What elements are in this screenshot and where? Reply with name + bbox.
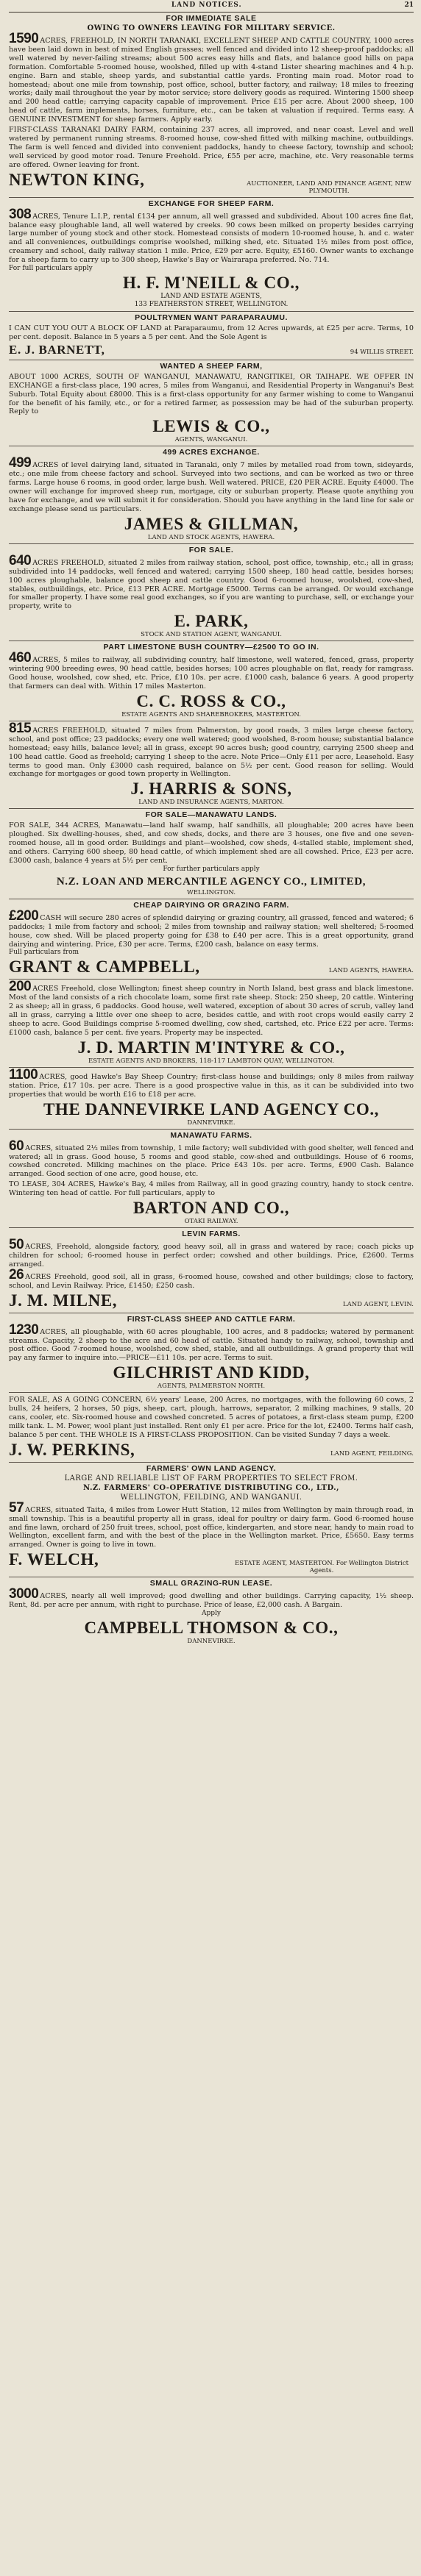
section-title: LAND NOTICES. (171, 1, 242, 9)
ad-body-2: TO LEASE, 304 ACRES, Hawke's Bay, 4 miles from Railway, all in good grazing country, handy to stock centre. Wintering ten head of cattle. For full particulars, apply to (9, 1180, 414, 1198)
ad-levin-farms (9, 1228, 414, 1313)
ad-text: ACRES, FREEHOLD, IN NORTH TARANAKI, EXCELLENT SHEEP AND CATTLE COUNTRY, 1000 acres have been laid down in best of mixed English grasses; well fenced and divided into 12 sheep-proof paddocks; all well watered by never-failing streams; about 500 acres easy hills and flats, and balance good hills on papa formation. Comfortable 5-roomed house, woolshed, filled up with 4-stand Lister shearing machines and 4 h.p. engine. Barn and stable, sheep yards, and substantial cattle yards. Fronting main road. Motor road to homestead; about one mile from township, post office, school, butter factory, and railway; 18 miles to freezing works; daily mail throughout the year by motor service; store delivery goods as required. Wintering 1500 sheep and 200 head cattle; carrying capacity capable of improvement. Price £15 per acre. About 2000 sheep, 100 head of cattle, farm implements, horses, furniture, etc., can be taken at valuation if required. Terms easy. A GENUINE INVESTMENT for sheep farmers. Apply early. (9, 37, 414, 124)
ad-kicker: FIRST-CLASS SHEEP AND CATTLE FARM. (127, 1314, 296, 1324)
ad-lead-number: 815 (9, 720, 32, 736)
ad-lead-number: 1230 (9, 1321, 39, 1338)
advertiser-name: J. HARRIS & SONS, (130, 779, 292, 799)
ad-text: ACRES, 5 miles to railway, all subdividing country, half limestone, well watered, fenced, grass, property wintering 900 breeding ewes, 90 head cattle, besides horses; 100 acres ploughable on flat, ready for ramgrass. Good house, woolshed, cow shed, etc. Price, £10 10s. per acre. £1000 cash, balance 6 years. A good property that farmers can deal with. Within 17 miles Masterton. (9, 656, 414, 691)
advertiser-role: AGENTS, PALMERSTON NORTH. (157, 1382, 266, 1391)
advertiser-role: STOCK AND STATION AGENT, WANGANUI. (141, 631, 282, 639)
advertiser-role: LAND AND INSURANCE AGENTS, MARTON. (138, 799, 284, 807)
ad-kicker: LEVIN FARMS. (182, 1230, 241, 1239)
advertiser-address-2: 133 FEATHERSTON STREET, WELLINGTON. (134, 301, 289, 309)
ad-body (9, 720, 414, 779)
ad-manawatu-farms (9, 1130, 414, 1228)
ad-text: ACRES, all ploughable, with 60 acres ploughable, 100 acres, and 8 paddocks; watered by permanent streams. Capacity, 2 sheep to the acre and 60 head of cattle. Situated handy to railway, school, township and post office. Good 7-roomed house, woolshed, cow shed, stable, and all outbuildings. A grand property that will pay any farmer to inquire into.—PRICE—£11 10s. per acre. Terms to suit. (9, 1327, 414, 1363)
ad-body (9, 907, 414, 949)
ad-note: For further particulars apply (163, 865, 260, 873)
advertiser-name: E. J. BARNETT, (9, 342, 105, 357)
advertiser-role: LAND AGENT, LEVIN. (342, 1300, 414, 1308)
ad-poultrymen (9, 312, 414, 360)
ad-lead-number-2: 26 (9, 1266, 24, 1282)
ad-kicker: MANAWATU FARMS. (170, 1130, 252, 1140)
advertiser-name: THE DANNEVIRKE LAND AGENCY CO., (43, 1099, 380, 1118)
ad-text: ACRES, Freehold, alongside factory, good heavy soil, all in grass and watered by race; coach picks up children for school; 6-roomed house in perfect order; cowshed and other buildings. Price, £2600. Terms arranged. (9, 1243, 414, 1269)
ad-body (9, 206, 414, 265)
ad-kicker: FOR SALE. (188, 545, 234, 554)
ad-cheap-dairying (9, 899, 414, 980)
advertiser-name: F. WELCH, (9, 1550, 99, 1569)
ad-body (9, 31, 414, 124)
advertiser-row (9, 342, 414, 357)
ad-body (9, 1586, 414, 1610)
advertiser-role: DANNEVIRKE. (187, 1638, 236, 1646)
ad-kicker: WANTED A SHEEP FARM, (160, 361, 263, 371)
advertiser-name: JAMES & GILLMAN, (124, 514, 299, 533)
advertiser-name: H. F. M'NEILL & CO., (123, 274, 300, 293)
advertiser-name: LEWIS & CO., (152, 417, 270, 436)
ad-lead-number: 3000 (9, 1586, 39, 1602)
ad-subheading-2: N.Z. FARMERS' CO-OPERATIVE DISTRIBUTING CO., LTD., (83, 1483, 339, 1492)
ad-body-2 (9, 1266, 414, 1291)
ad-text: ACRES, situated 2½ miles from township, 1 mile factory; well subdivided with good shelter, well fenced and watered; all in grass. Good house, 5 rooms and good stable, cow-shed and outbuildings. House of 6 rooms, cowshed concreted. Milking machines on the place. Price £43 10s. per acre. Terms, £900 Cash. Balance arranged. Good section of one acre, good house, etc. (9, 1143, 414, 1179)
ad-text: ABOUT 1000 ACRES, SOUTH OF WANGANUI, MANAWATU, RANGITIKEI, OR TAIHAPE. WE OFFER IN EXCHANGE a first-class place, 190 acres, 5 miles from Wanganui, and Residential Property in Wanganui's Best Suburb. Total Equity about £8000. This is a first-class opportunity for any farmer wishing to come to Wanganui for the benefit of his family, etc., or for a retired farmer, as possession may be had of the suburban property. Reply to (9, 372, 414, 416)
ad-text: CASH will secure 280 acres of splendid dairying or grazing country, all grassed, fenced and watered; 6 paddocks; 1 mile from factory and school; 2 miles from township and railway station; well sheltered; 5-roomed house, cow shed. Will be placed property going for £38 to £40 per acre. This is a great opportunity, grand dairying and wintering. Price, £30 per acre. Terms, £200 cash, balance on easy terms. (9, 913, 414, 949)
ad-body (9, 552, 414, 611)
advertiser-role: ESTATE AGENTS AND BROKERS, 118-117 LAMBTON QUAY, WELLINGTON. (88, 1057, 334, 1065)
ad-text: FOR SALE, 344 ACRES, Manawatu—land half swamp, half sandhills, all ploughable; 200 acres have been ploughed. Six dwelling-houses, shed, and cow sheds, docks, and there are 3 houses, one five and one seven-roomed house, all in good order. Buildings and plant—woolshed, cow sheds, 4-stalled stable, implement shed, and others. Carrying 600 sheep, 80 head cattle, of which implement shed are all cowshed. Price, £23 per acre. £3000 cash, balance 4 years at 5½ per cent. (9, 821, 414, 865)
ad-text: ACRES, nearly all well improved; good dwelling and other buildings. Carrying capacity, 1½ sheep. Rent, 8d. per acre per annum, with right to purchase. Price of lease, £2,000 cash. A Bargain. (9, 1592, 414, 1610)
ad-kicker: FOR SALE—MANAWATU LANDS. (145, 810, 277, 820)
ad-lead-number: 640 (9, 552, 32, 568)
ad-lead-number: 308 (9, 206, 32, 222)
ad-kicker: CHEAP DAIRYING OR GRAZING FARM. (133, 900, 289, 910)
page-header (9, 1, 414, 10)
ad-exchange-sheep-farm (9, 198, 414, 312)
ad-lead-number: 60 (9, 1138, 24, 1154)
ad-body (9, 1237, 414, 1269)
ad-note: Full particulars from (9, 949, 79, 957)
ad-subheading-3: WELLINGTON, FEILDING, AND WANGANUI. (120, 1493, 303, 1502)
advertiser-role: OTAKI RAILWAY. (184, 1218, 238, 1226)
ad-grazing-run-lease (9, 1577, 414, 1647)
advertiser-row (9, 1549, 414, 1574)
ad-lead-number: £200 (9, 907, 39, 924)
ad-limestone-bush (9, 641, 414, 721)
advertiser-name: GRANT & CAMPBELL, (9, 957, 200, 977)
ad-kicker: PART LIMESTONE BUSH COUNTRY—£2500 TO GO IN. (103, 643, 319, 652)
advertiser-name: NEWTON KING, (9, 170, 145, 189)
ad-text: ACRES, good Hawke's Bay Sheep Country; first-class house and buildings; only 8 miles from railway station. Price, £17 10s. per acre. There is a good prospective value in this, as it can be subdivided into two properties that would be worth £16 to £18 per acre. (9, 1072, 414, 1099)
ad-body (9, 1138, 414, 1180)
ad-going-concern (9, 1393, 414, 1463)
ad-wanted-sheep-farm (9, 360, 414, 447)
advertiser-row (9, 1291, 414, 1310)
ad-subheading: OWING TO OWNERS LEAVING FOR MILITARY SERVICE. (87, 24, 336, 32)
ad-body (9, 455, 414, 513)
advertiser-name: J. M. MILNE, (9, 1291, 118, 1310)
ad-kicker: FARMERS' OWN LAND AGENCY. (146, 1463, 277, 1473)
ad-sheep-cattle-farm (9, 1313, 414, 1394)
ad-manawatu-lands (9, 809, 414, 899)
ad-text: ACRES, Tenure L.I.P., rental £134 per annum, all well grassed and subdivided. About 100 acres fine flat, balance easy ploughable land, all well watered by creeks. 90 cows been milked on property besides carrying large number of young stock and other stock. Homestead consists of modern 10-roomed house, h. and c. water and all conveniences, outbuildings comprise woolshed, milking shed, etc. Situated 1½ miles from post office, creamery and school, daily railway station 1 mile. Price, £29 per acre. Equity, £5160. Owner wants to exchange for a sheep farm to carry up to 300 sheep, Hawke's Bay or Wairarapa preferred. No. 714. (9, 212, 414, 265)
ad-kicker: 499 ACRES EXCHANGE. (163, 448, 260, 457)
ad-1100-acres (9, 1068, 414, 1130)
ad-text: ACRES FREEHOLD, situated 7 miles from Palmerston, by good roads, 3 miles large cheese factory, school, and post office; 23 paddocks; every one well watered; good woolshed, 8-room house; substantial balance homestead; easy hills, balance level; all in grass, except 90 acres bush; good country, carrying 2500 sheep and 100 head cattle. Good as freehold; carrying 1 sheep to the acre. Note Price—Only £11 per acre, Leasehold. Easy terms to good man. Only £3000 cash required, balance on 5½ per cent. Good reason for selling. Would exchange for mortgages or good town property in Wellington. (9, 726, 414, 779)
advertiser-name: E. PARK, (174, 612, 249, 631)
ad-text: I CAN CUT YOU OUT A BLOCK OF LAND at Paraparaumu, from 12 Acres upwards, at £25 per acre. Terms, 10 per cent. deposit. Balance in 5 years a 5 per cent. And the Sole Agent is (9, 324, 414, 341)
page-number: 21 (404, 1, 414, 9)
ad-text-2: ACRES Freehold, good soil, all in grass, 6-roomed house, cowshed and other buildings; close to factory, school, and Levin Railway. Price, £1450; £250 cash. (9, 1272, 414, 1290)
ad-note: For full particulars apply (9, 265, 93, 273)
advertiser-name: CAMPBELL THOMSON & CO., (84, 1619, 339, 1638)
advertiser-role: DANNEVIRKE. (187, 1118, 236, 1127)
ad-body (9, 650, 414, 691)
ad-kicker: FOR IMMEDIATE SALE (166, 14, 257, 23)
advertiser-row (9, 957, 414, 977)
advertiser-role: AGENTS, WANGANUI. (174, 436, 248, 444)
advertiser-name: BARTON AND CO., (132, 1199, 290, 1218)
advertiser-name: GILCHRIST AND KIDD, (113, 1363, 310, 1382)
advertiser-row (9, 170, 414, 195)
advertiser-role: AUCTIONEER, LAND AND FINANCE AGENT, NEW PLYMOUTH. (247, 179, 411, 195)
ad-499-acres (9, 446, 414, 543)
ad-200-acres (9, 980, 414, 1067)
advertiser-address: 94 WILLIS STREET. (350, 348, 414, 356)
ad-kicker: POULTRYMEN WANT PARAPARAUMU. (135, 313, 288, 323)
ad-text: ACRES, situated Taita, 4 miles from Lower Hutt Station, 12 miles from Wellington by main through road, in small township. This is a beautiful property all in grass, ideal for poultry or dairy farm. Good 6-roomed house and fine lawn, orchard of 250 fruit trees, school, post office, kindergarten, and store near, handy to main road to Wellington, excellent farm, and with the best of the place in the Wellington market. Price, £5650. Easy terms arranged. Owner is going to live in town. (9, 1505, 414, 1549)
advertiser-role: LAND AGENTS, HAWERA. (328, 967, 414, 975)
ad-lead-number: 200 (9, 979, 32, 995)
advertiser-name: J. W. PERKINS, (9, 1440, 135, 1459)
ad-lead-number: 1590 (9, 31, 39, 46)
ad-text: ACRES of level dairying land, situated in Taranaki, only 7 miles by metalled road from town, sideyards, etc.; one mile from cheese factory and school. Surveyed into two sections, and can be worked as two or three farms. Large house 6 rooms, in good order, large bush. Well watered. PRICE, £20 PER ACRE. Equity £4000. The owner will exchange for improved sheep run, mortgage, city or suburban property. Please quote anything you have for exchange, and we will submit it for consideration. Should you have anything in the land line for sale or exchange please send us particulars. (9, 461, 414, 513)
ad-kicker: EXCHANGE FOR SHEEP FARM. (148, 199, 275, 208)
ad-815-acres (9, 721, 414, 809)
advertiser-role: ESTATE AGENTS AND SHAREBROKERS, MASTERTON. (121, 710, 301, 718)
advertiser-role: ESTATE AGENT, MASTERTON. For Wellington District Agents. (234, 1560, 409, 1575)
ad-military-sale (9, 13, 414, 198)
ad-farmers-own (9, 1463, 414, 1578)
advertiser-address-1: LAND AND ESTATE AGENTS, (160, 293, 262, 301)
ad-lead-number: 57 (9, 1499, 24, 1516)
ad-lead-number: 460 (9, 650, 32, 666)
ad-kicker: SMALL GRAZING-RUN LEASE. (149, 1579, 273, 1588)
ad-lead-number: 499 (9, 455, 32, 471)
advertiser-role: LAND AGENT, FEILDING. (330, 1449, 414, 1458)
ad-body-2: FIRST-CLASS TARANAKI DAIRY FARM, containing 237 acres, all improved, and near coast. Level and well watered by permanent running streams. 8-roomed house, cow-shed fitted with milking machine, outbuildings. The farm is well fenced and divided into convenient paddocks, handy to cheese factory, township and school; well serviced by good motor road. Tenure Freehold. Price, £55 per acre, machine, etc. Very reasonable terms are offered. Owner leaving for front. (9, 126, 414, 169)
ad-lead-number: 50 (9, 1237, 24, 1253)
advertiser-name: C. C. ROSS & CO., (136, 691, 286, 710)
ad-body (9, 1499, 414, 1550)
advertiser-role: WELLINGTON. (186, 888, 236, 896)
ad-640-acres (9, 544, 414, 641)
ad-lead-number: 1100 (9, 1066, 38, 1082)
ad-text: ACRES Freehold, close Wellington; finest sheep country in North Island, best grass and black limestone. Most of the land consists of a rich chocolate loam, some first rate sheep. Stock: 250 sheep, 20 cattle. Wintering 2 as sheep; all in grass, 6 paddocks. Good house, well watered, exception of about 30 acres of scrub, valley land all in grass, carrying a little over one sheep to acre, besides cattle, and with root crops would easily carry 2 sheep to acre. Good Buildings comprise 5-roomed dwelling, cow shed, cartshed, etc. Price £22 per acre. Terms: £1000 cash, balance 5 per cent. five years. Property may be inspected. (9, 985, 414, 1037)
ad-body (9, 1321, 414, 1363)
advertiser-role: LAND AND STOCK AGENTS, HAWERA. (147, 533, 275, 541)
advertiser-name: N.Z. LOAN AND MERCANTILE AGENCY CO., LIMITED, (56, 875, 367, 888)
ad-body (9, 979, 414, 1037)
advertiser-name: J. D. MARTIN M'INTYRE & CO., (77, 1038, 345, 1057)
ad-note: Apply (202, 1610, 221, 1618)
ad-subheading: LARGE AND RELIABLE LIST OF FARM PROPERTIES TO SELECT FROM. (64, 1474, 358, 1483)
ad-text: ACRES FREEHOLD, situated 2 miles from railway station, school, post office, township, etc.; all in grass; subdivided into 14 paddocks, well fenced and watered; carrying 1500 sheep, 180 head cattle, besides horses; 100 acres ploughable, balance good sheep and cattle country. Good 6-roomed house, woolshed, cow-shed, stables, outbuildings, etc. Price, £13 PER ACRE. Mortgage £5000. Terms can be arranged. Or would exchange for smaller property. I have some real good exchanges, so if you are wanting to purchase, sell, or exchange your property, write to (9, 558, 414, 611)
advertiser-row (9, 1440, 414, 1460)
ad-body (9, 1066, 414, 1099)
ad-text: FOR SALE, AS A GOING CONCERN, 6½ years' Lease, 200 Acres, no mortgages, with the following 60 cows, 2 bulls, 24 heifers, 2 horses, 50 pigs, sheep, cart, plough, harrows, separator, 2 milking machines, 9 stalls, 20 cans, cooler, etc. Six-roomed house and cowshed concreted. 5 acres of potatoes, a first-class steam pump, £200 milk tank. L. M. Power, wool plant just installed. Rent only £1 per acre. Price for the lot, £2400. Terms half cash, balance 5 per cent. THE WHOLE IS A FIRST-CLASS PROPOSITION. Can be visited Sunday 7 days a week. (9, 1396, 414, 1439)
